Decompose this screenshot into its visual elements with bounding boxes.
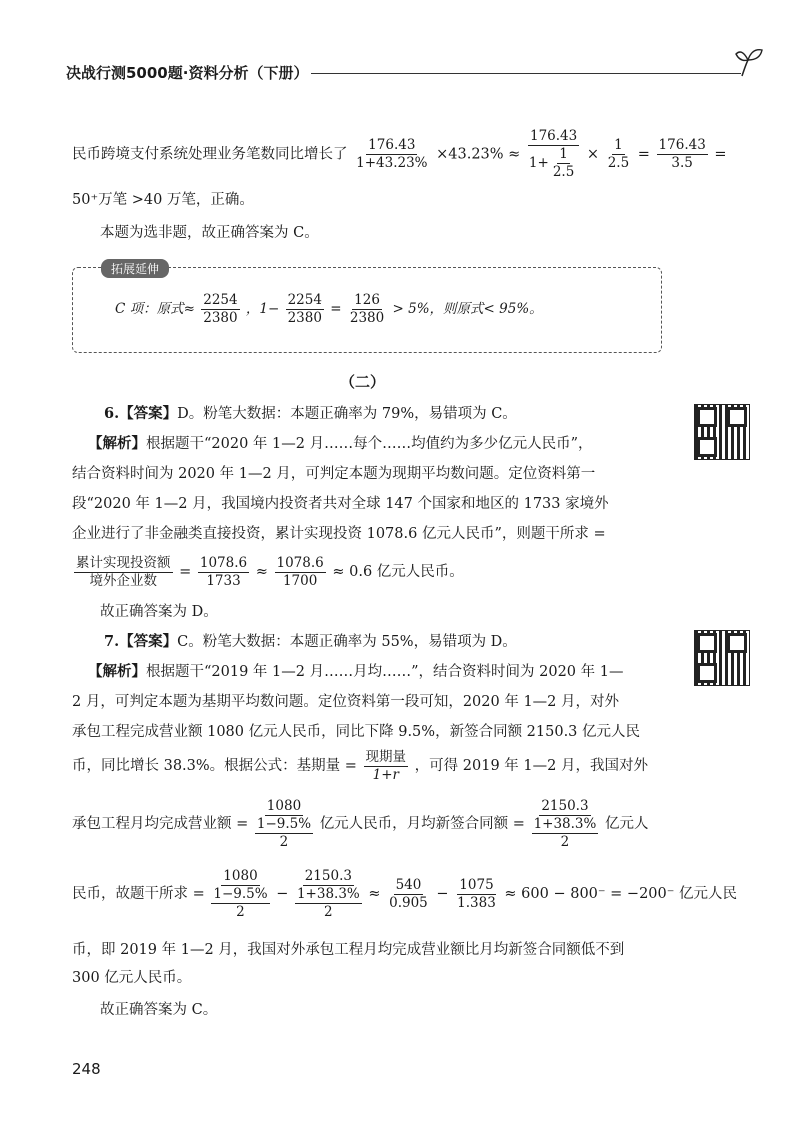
numerator: 累计实现投资额 [76,554,171,571]
q6-analysis-3: 段“2020 年 1—2 月，我国境内投资者共对全球 147 个国家和地区的 1733 家境外 [72,496,609,512]
running-header [66,62,756,84]
result-text: ≈ 0.6 亿元人民币。 [332,564,464,580]
numerator: 现期量 [365,748,407,765]
fraction [201,292,239,327]
denominator: 1.383 [457,894,496,911]
box-text: > 5%，则原式< 95%。 [392,301,543,317]
inner-denominator: 1+38.3% [533,815,597,832]
inner-numerator: 2150.3 [541,797,589,814]
numerator: 2254 [203,292,238,308]
analysis-text: 民币，故题干所求 = [72,886,205,902]
numerator [211,868,269,904]
fraction [198,555,249,590]
denominator: 1700 [282,572,318,589]
analysis-text: 承包工程月均完成营业额 = [72,816,249,832]
analysis-text: ≈ 600 − 800⁻ = −200⁻ 亿元人民 [504,886,738,902]
q6-analysis-2: 结合资料时间为 2020 年 1—2 月，可判定本题为现期平均数问题。定位资料第一 [72,466,596,482]
q6-analysis-1 [88,434,593,454]
q7-analysis-8: 300 亿元人民币。 [72,970,192,986]
operator: ×43.23% ≈ [436,146,521,163]
operator: = [637,146,650,163]
fraction [364,749,409,784]
analysis-text: 根据题干“2019 年 1—2 月……月均……”，结合资料时间为 2020 年 1— [146,664,624,680]
denominator: 1+43.23% [356,155,428,171]
q7-analysis-4 [72,746,648,786]
numerator: 1078.6 [276,554,324,571]
fraction [527,128,580,181]
analysis-text: 亿元人 [604,816,649,832]
operator: ≈ [255,564,268,580]
inner-denominator: 1−9.5% [213,885,268,902]
extension-formula [115,292,543,327]
numerator [295,868,362,904]
q7-analysis-5 [72,796,648,852]
box-text: ，1− [245,301,280,317]
operator: × [586,146,600,163]
denominator: 2 [324,903,333,920]
fraction [74,555,173,590]
extension-label: 拓展延伸 [101,259,169,278]
qr-code-icon[interactable] [694,630,750,686]
inner-denominator: 1+38.3% [296,885,360,902]
compound-fraction [255,798,313,851]
q7-analysis-1 [88,662,623,682]
denominator: 2380 [349,310,385,326]
numerator [255,798,313,834]
q6-conclusion: 故正确答案为 D。 [100,604,218,620]
fraction [275,555,326,590]
inner-numerator: 1080 [266,797,302,814]
denominator: 0.905 [389,894,428,911]
section-title: （二） [340,373,386,391]
q6-answer-line [104,404,517,424]
numerator: 1075 [459,876,494,893]
numerator: 176.43 [529,128,578,144]
denominator: 1733 [206,572,241,589]
inner-denominator: 1−9.5% [256,815,312,832]
q7-analysis-7: 币，即 2019 年 1—2 月，我国对外承包工程月均完成营业额比月均新签合同额低不到 [72,942,625,958]
intro-text: 民币跨境支付系统处理业务笔数同比增长了 [72,146,348,163]
inner-numerator: 1080 [223,867,258,884]
page-number: 248 [72,1060,101,1078]
operator: ≈ [368,886,381,902]
answer-text: D。粉笔大数据：本题正确率为 79%，易错项为 C。 [177,406,517,422]
fraction [286,292,324,327]
denominator: 2380 [203,310,238,326]
numerator: 126 [354,292,380,308]
analysis-text: 币，同比增长 38.3%。根据公式：基期量 = [72,758,357,774]
numerator [532,798,599,834]
operator: − [276,886,289,902]
denominator: 2 [236,903,245,920]
answer-label: 7.【答案】 [104,633,178,650]
analysis-label: 【解析】 [88,435,146,452]
header-rule [311,73,741,74]
denominator: 2.5 [552,164,575,180]
fraction [348,292,386,327]
q7-conclusion: 故正确答案为 C。 [100,1002,218,1018]
fraction [606,137,631,172]
analysis-text: 亿元人民币，月均新签合同额 = [319,816,525,832]
q7-analysis-6 [72,866,737,922]
inner-numerator: 2150.3 [304,867,352,884]
sprout-icon [734,46,764,78]
extension-box [72,262,662,353]
q6-analysis-4: 企业进行了非金融类直接投资，累计实现投资 1078.6 亿元人民币”，则题干所求 = [72,526,606,542]
denominator: 2 [279,833,289,850]
numerator: 2254 [287,292,322,308]
q6-formula [72,552,464,592]
numerator: 176.43 [658,137,706,153]
q7-analysis-3: 承包工程完成营业额 1080 亿元人民币，同比下降 9.5%，新签合同额 2150.3 亿元人民 [72,724,641,740]
numerator: 540 [395,876,422,893]
operator: − [436,886,449,902]
numerator: 1 [559,146,568,162]
answer-label: 6.【答案】 [104,405,178,422]
numerator: 1 [614,137,623,153]
nested-fraction [551,146,576,181]
denominator: 3.5 [671,155,693,171]
qr-code-icon[interactable] [694,404,750,460]
fraction [455,877,498,912]
denominator: 1+r [372,766,399,783]
q7-analysis-2: 2 月，可判定本题为基期平均数问题。定位资料第一段可知，2020 年 1—2 月，对外 [72,694,620,710]
analysis-label: 【解析】 [88,663,146,680]
denominator [527,146,580,181]
fraction [387,877,430,912]
compound-fraction [532,798,599,851]
denominator: 2.5 [607,155,630,171]
operator: = [330,301,342,317]
box-text: C 项：原式≈ [115,301,195,317]
operator: = [179,564,192,580]
denominator-prefix: 1+ [528,155,549,171]
analysis-text: ，可得 2019 年 1—2 月，我国对外 [414,758,648,774]
q7-answer-line [104,632,517,652]
intro-line-2: 50⁺万笔 >40 万笔，正确。 [72,192,254,208]
compound-fraction [211,868,269,921]
header-title: 决战行测5000题·资料分析（下册） [66,64,309,82]
denominator: 2 [560,833,570,850]
analysis-text: 根据题干“2020 年 1—2 月……每个……均值约为多少亿元人民币”， [146,436,593,452]
intro-formula-line [72,128,727,181]
fraction [354,137,429,172]
numerator: 176.43 [368,137,416,153]
answer-text: C。粉笔大数据：本题正确率为 55%，易错项为 D。 [177,634,517,650]
operator: = [714,146,727,163]
denominator: 境外企业数 [89,572,157,589]
numerator: 1078.6 [199,554,248,571]
denominator: 2380 [287,310,322,326]
compound-fraction [295,868,362,921]
intro-line-3: 本题为选非题，故正确答案为 C。 [100,225,319,241]
fraction [657,137,708,172]
